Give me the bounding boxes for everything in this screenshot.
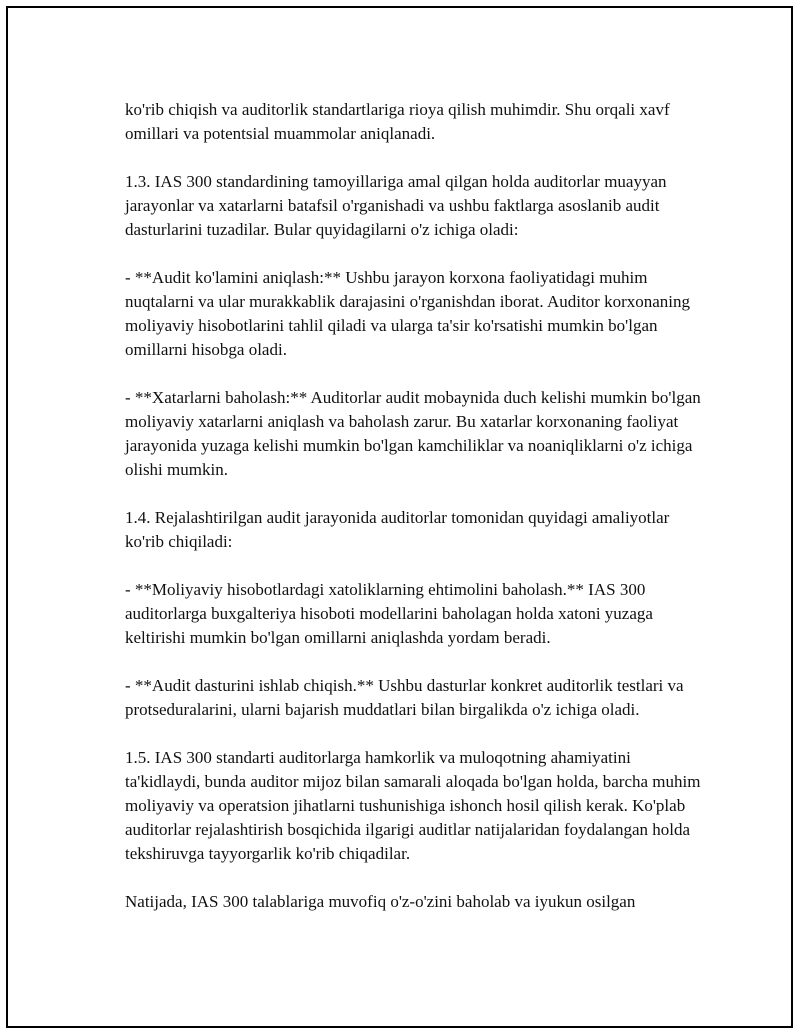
page-frame [6, 6, 793, 1028]
paragraph-section-1-3: 1.3. IAS 300 standardining tamoyillariga amal qilgan holda auditorlar muayyan jarayonlar va xatarlarni batafsil o'rganishadi va ushbu faktlarga asoslanib audit dasturlarini tuzadilar. Bular quyidagilarni o'z ichiga oladi: [125, 172, 667, 239]
paragraph-intro-continuation: ko'rib chiqish va auditorlik standartlariga rioya qilish muhimdir. Shu orqali xavf omillari va potentsial muammolar aniqlanadi. [125, 100, 670, 143]
paragraph-section-1-4: 1.4. Rejalashtirilgan audit jarayonida auditorlar tomonidan quyidagi amaliyotlar ko'rib chiqiladi: [125, 508, 670, 551]
list-item-audit-scope: - **Audit ko'lamini aniqlash:** Ushbu jarayon korxona faoliyatidagi muhim nuqtalarni va ular murakkablik darajasini o'rganishdan iborat. Auditor korxonaning moliyaviy hisobotlarini tahlil qiladi va ularga ta'sir ko'rsatishi mumkin bo'lgan omillarni hisobga oladi. [125, 268, 691, 359]
list-item-audit-program: - **Audit dasturini ishlab chiqish.** Ushbu dasturlar konkret auditorlik testlari va protseduralarini, ularni bajarish muddatlari bilan birgalikda o'z ichiga oladi. [125, 676, 684, 719]
list-item-misstatement-likelihood: - **Moliyaviy hisobotlardagi xatoliklarning ehtimolini baholash.** IAS 300 auditorlarga buxgalteriya hisoboti modellarini baholagan holda xatoni yuzaga keltirishi mumkin bo'lgan omillarni aniqlashda yordam beradi. [125, 580, 653, 647]
paragraph-conclusion: Natijada, IAS 300 talablariga muvofiq o'z-o'zini baholab va iyukun osilgan [125, 892, 636, 911]
list-item-risk-assessment: - **Xatarlarni baholash:** Auditorlar audit mobaynida duch kelishi mumkin bo'lgan moliyaviy xatarlarni aniqlash va baholash zarur. Bu xatarlar korxonaning faoliyat jarayonida yuzaga kelishi mumkin bo'lgan kamchiliklar va noaniqliklarni o'z ichiga olishi mumkin. [125, 388, 701, 479]
document-body [125, 98, 705, 914]
paragraph-section-1-5: 1.5. IAS 300 standarti auditorlarga hamkorlik va muloqotning ahamiyatini ta'kidlaydi, bunda auditor mijoz bilan samarali aloqada bo'lgan holda, barcha muhim moliyaviy va operatsion jihatlarni tushunishiga ishonch hosil qilish kerak. Ko'plab auditorlar rejalashtirish bosqichida ilgarigi auditlar natijalaridan foydalangan holda tekshiruvga tayyorgarlik ko'rib chiqadilar. [125, 748, 701, 863]
